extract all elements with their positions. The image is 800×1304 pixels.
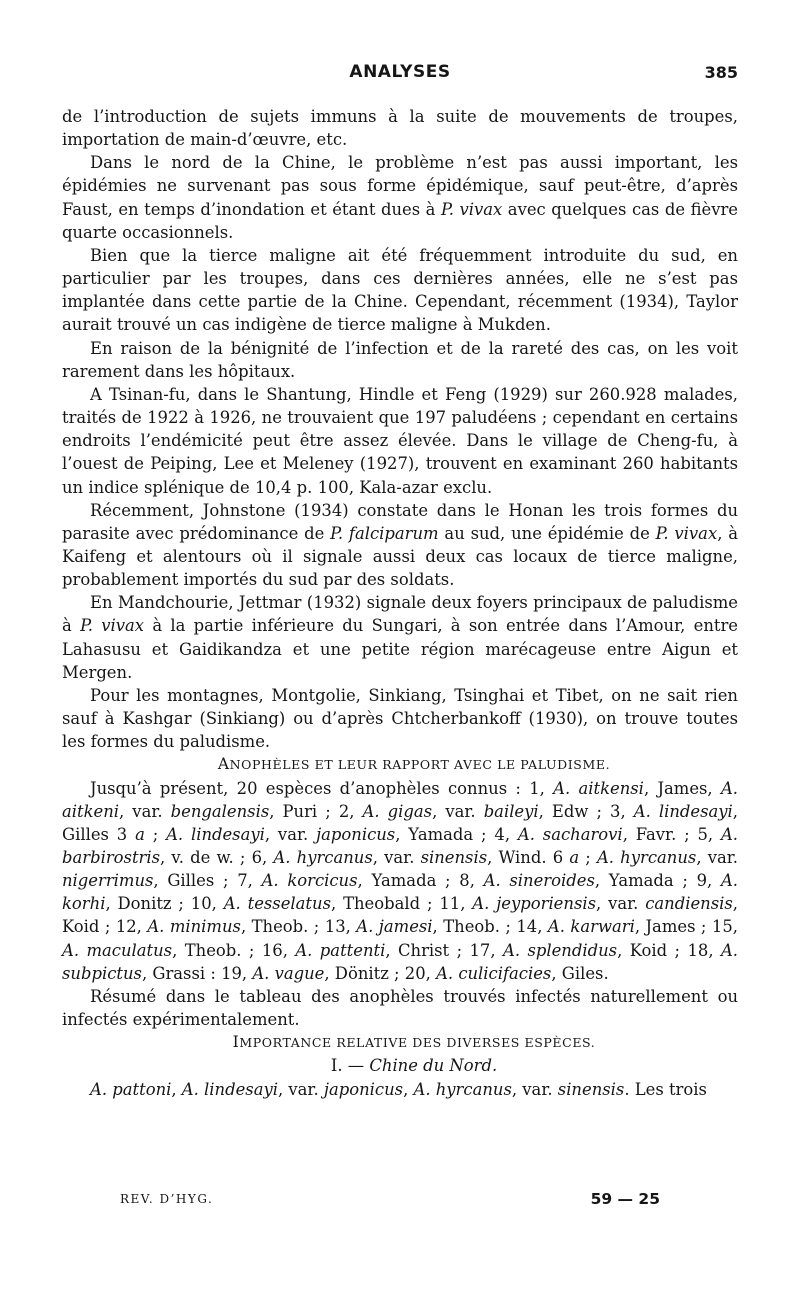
italic-text: A. lindesayi <box>181 1079 278 1099</box>
italic-text: candiensis <box>645 894 733 914</box>
text-run: A <box>217 755 230 774</box>
text-run: , Giles. <box>551 963 609 983</box>
text-run: , Puri ; 2, <box>269 801 363 821</box>
paragraph <box>62 105 738 151</box>
italic-text: A. tesselatus <box>223 894 331 914</box>
paragraph <box>62 985 738 1031</box>
text-run: , Yamada ; 4, <box>395 824 518 844</box>
text-run: , var. <box>119 801 171 821</box>
italic-text: A. maculatus <box>62 940 173 960</box>
italic-text: A. gigas <box>362 801 433 821</box>
text-run: ; <box>144 824 167 844</box>
italic-text: A. lindesayi <box>633 801 733 821</box>
text-run: , Yamada ; 9, <box>594 871 721 891</box>
text-run: , Koid ; 12, <box>62 894 739 937</box>
paragraph <box>62 591 738 684</box>
italic-text: japonicus <box>323 1079 404 1099</box>
paragraph <box>62 151 738 244</box>
text-run: , Grassi : 19, <box>141 963 253 983</box>
text-run: , Wind. 6 <box>487 848 570 867</box>
text-run: , var. <box>277 1079 324 1099</box>
italic-text: A. pattenti <box>295 940 386 960</box>
italic-text: A. splendidus <box>503 940 618 960</box>
italic-text: A. hyrcanus <box>413 1079 512 1099</box>
text-run: , Theobald ; 11, <box>331 894 473 914</box>
page-number: 385 <box>704 63 738 82</box>
italic-text: P. vivax <box>80 616 145 636</box>
text-run: MPORTANCE RELATIVE DES DIVERSES ESPÈCES. <box>239 1035 596 1051</box>
text-run: , à Kaifeng et alentours où il signale aussi deux cas locaux de tierce maligne, probablement importés du sud par des soldats. <box>62 523 739 590</box>
paragraph <box>62 777 738 985</box>
text-run: , var. <box>511 1079 558 1099</box>
italic-text: A. hyrcanus <box>596 848 697 867</box>
italic-text: a <box>135 824 145 844</box>
text-run: Jusqu’à présent, 20 espèces d’anophèles connus : 1, <box>90 778 554 798</box>
text-run: , Gilles 3 <box>62 801 739 844</box>
italic-text: A. lindesayi <box>166 824 265 844</box>
text-run: , Favr. ; 5, <box>622 824 721 844</box>
italic-text: A. minimus <box>147 917 241 937</box>
text-run: , var. <box>596 894 646 914</box>
text-run: Résumé dans le tableau des anophèles trouvés infectés naturellement ou infectés expérimentalement. <box>62 986 738 1030</box>
italic-text: A. vague <box>252 963 325 983</box>
text-run: , Yamada ; 8, <box>357 871 484 891</box>
text-run: , Theob. ; 16, <box>172 940 296 960</box>
text-run: . Les trois <box>624 1079 707 1099</box>
italic-text: A. korhi <box>62 871 739 914</box>
italic-text: P. vivax <box>655 523 718 543</box>
italic-text: A. sineroides <box>483 871 595 891</box>
text-run: En Mandchourie, Jettmar (1932) signale deux foyers principaux de paludisme à <box>62 593 738 636</box>
italic-text: A. aitkeni <box>62 778 739 821</box>
text-run: , Theob. ; 14, <box>432 917 548 937</box>
text-run: , Edw ; 3, <box>538 801 634 821</box>
italic-text: A. culicifacies <box>436 963 552 983</box>
text-run: , Dönitz ; 20, <box>324 963 437 983</box>
text-run: , James ; 15, <box>634 917 738 937</box>
italic-text: nigerrimus <box>62 871 154 891</box>
italic-text: P. vivax <box>441 199 503 219</box>
text-run: , var. <box>264 824 317 844</box>
italic-text: bengalensis <box>170 801 270 821</box>
italic-text: A. korcicus <box>261 871 358 891</box>
italic-text: A. karwari <box>547 917 635 937</box>
text-run: , Gilles ; 7, <box>153 871 262 891</box>
subsection-heading <box>62 1054 738 1077</box>
italic-text: A. pattoni <box>90 1079 172 1099</box>
italic-text: A. hyrcanus <box>273 848 373 867</box>
text-run: , Koid ; 18, <box>617 940 721 960</box>
italic-text: Chine du Nord. <box>369 1056 498 1076</box>
text-run: , var. <box>372 848 421 867</box>
signature-mark: 59 — 25 <box>590 1190 660 1208</box>
paragraph <box>62 244 738 337</box>
italic-text: P. falciparum <box>330 523 439 543</box>
text-run: A Tsinan-fu, dans le Shantung, Hindle et Feng (1929) sur 260.928 malades, traités de 1922 à 1926, ne trouvaient que 197 paludéens ; cependant en certains endroits l’endémicité peut être assez élevée. Dans le village de Cheng-fu, à l’ouest de Peiping, Lee et Meleney (1927), trouvent en examinant 260 habitants un indice splénique de 10,4 p. 100, Kala-azar exclu. <box>62 384 738 497</box>
text-run: Dans le nord de la Chine, le problème n’est pas aussi important, les épidémies ne survenant pas sous forme épidémique, sauf peut-être, d’après Faust, en temps d’inondation et étant dues à <box>62 153 738 219</box>
article-body <box>62 105 738 1101</box>
text-run: , v. de w. ; 6, <box>160 848 274 867</box>
italic-text: a <box>569 848 580 867</box>
running-header <box>62 62 738 86</box>
section-heading <box>62 1031 738 1054</box>
running-title: ANALYSES <box>349 62 451 82</box>
text-run: de l’introduction de sujets immuns à la suite de mouvements de troupes, importation de main-d’œuvre, etc. <box>62 107 738 150</box>
italic-text: baileyi <box>483 801 539 821</box>
italic-text: A. barbirostris <box>62 824 739 867</box>
text-run: , <box>403 1079 414 1099</box>
text-run: NOPHÈLES ET LEUR RAPPORT AVEC LE PALUDISME. <box>229 757 611 773</box>
text-run: avec quelques cas de fièvre quarte occasionnels. <box>62 199 739 242</box>
text-run: , var. <box>432 801 484 821</box>
text-run: , Theob. ; 13, <box>240 917 357 937</box>
text-run: , Donitz ; 10, <box>105 894 224 914</box>
italic-text: A. sacharovi <box>517 824 623 844</box>
page-footer <box>120 1190 660 1212</box>
text-run: au sud, une épidémie de <box>438 523 656 543</box>
text-run: , James, <box>643 778 721 798</box>
paragraph <box>62 383 738 499</box>
text-run: Pour les montagnes, Montgolie, Sinkiang, Tsinghai et Tibet, on ne sait rien sauf à Kashgar (Sinkiang) ou d’après Chtcherbankoff (1930), on trouve toutes les formes du paludisme. <box>62 685 738 752</box>
text-run: En raison de la bénignité de l’infection et de la rareté des cas, on les voit rarement dans les hôpitaux. <box>62 338 738 381</box>
italic-text: sinensis <box>557 1079 625 1099</box>
italic-text: A. subpictus <box>62 940 739 983</box>
text-run: ; <box>579 848 597 867</box>
text-run: Bien que la tierce maligne ait été fréquemment introduite du sud, en particulier par les troupes, dans ces dernières années, elle ne s’est pas implantée dans cette partie de la Chine. Cependant, récemment (1934), Taylor aurait trouvé un cas indigène de tierce maligne à Mukden. <box>62 245 738 335</box>
italic-text: A. jeyporiensis <box>472 894 597 914</box>
paragraph <box>62 1078 738 1101</box>
text-run: à la partie inférieure du Sungari, à son entrée dans l’Amour, entre Lahasusu et Gaidikandza et une petite région marécageuse entre Aigun et Mergen. <box>62 616 739 682</box>
section-heading <box>62 753 738 776</box>
text-run: , <box>171 1079 182 1099</box>
text-run: Récemment, Johnstone (1934) constate dans le Honan les trois formes du parasite avec prédominance de <box>62 500 738 543</box>
paragraph <box>62 337 738 383</box>
text-run: I. — <box>330 1056 370 1076</box>
italic-text: A. jamesi <box>356 917 433 937</box>
italic-text: A. aitkensi <box>553 778 644 798</box>
italic-text: japonicus <box>316 824 396 844</box>
paragraph <box>62 684 738 753</box>
paragraph <box>62 499 738 592</box>
text-run: , Christ ; 17, <box>385 940 503 960</box>
journal-abbreviation: REV. D’HYG. <box>120 1192 214 1206</box>
text-run: I <box>232 1033 240 1052</box>
text-run: , var. <box>696 848 738 867</box>
italic-text: sinensis <box>420 848 488 867</box>
